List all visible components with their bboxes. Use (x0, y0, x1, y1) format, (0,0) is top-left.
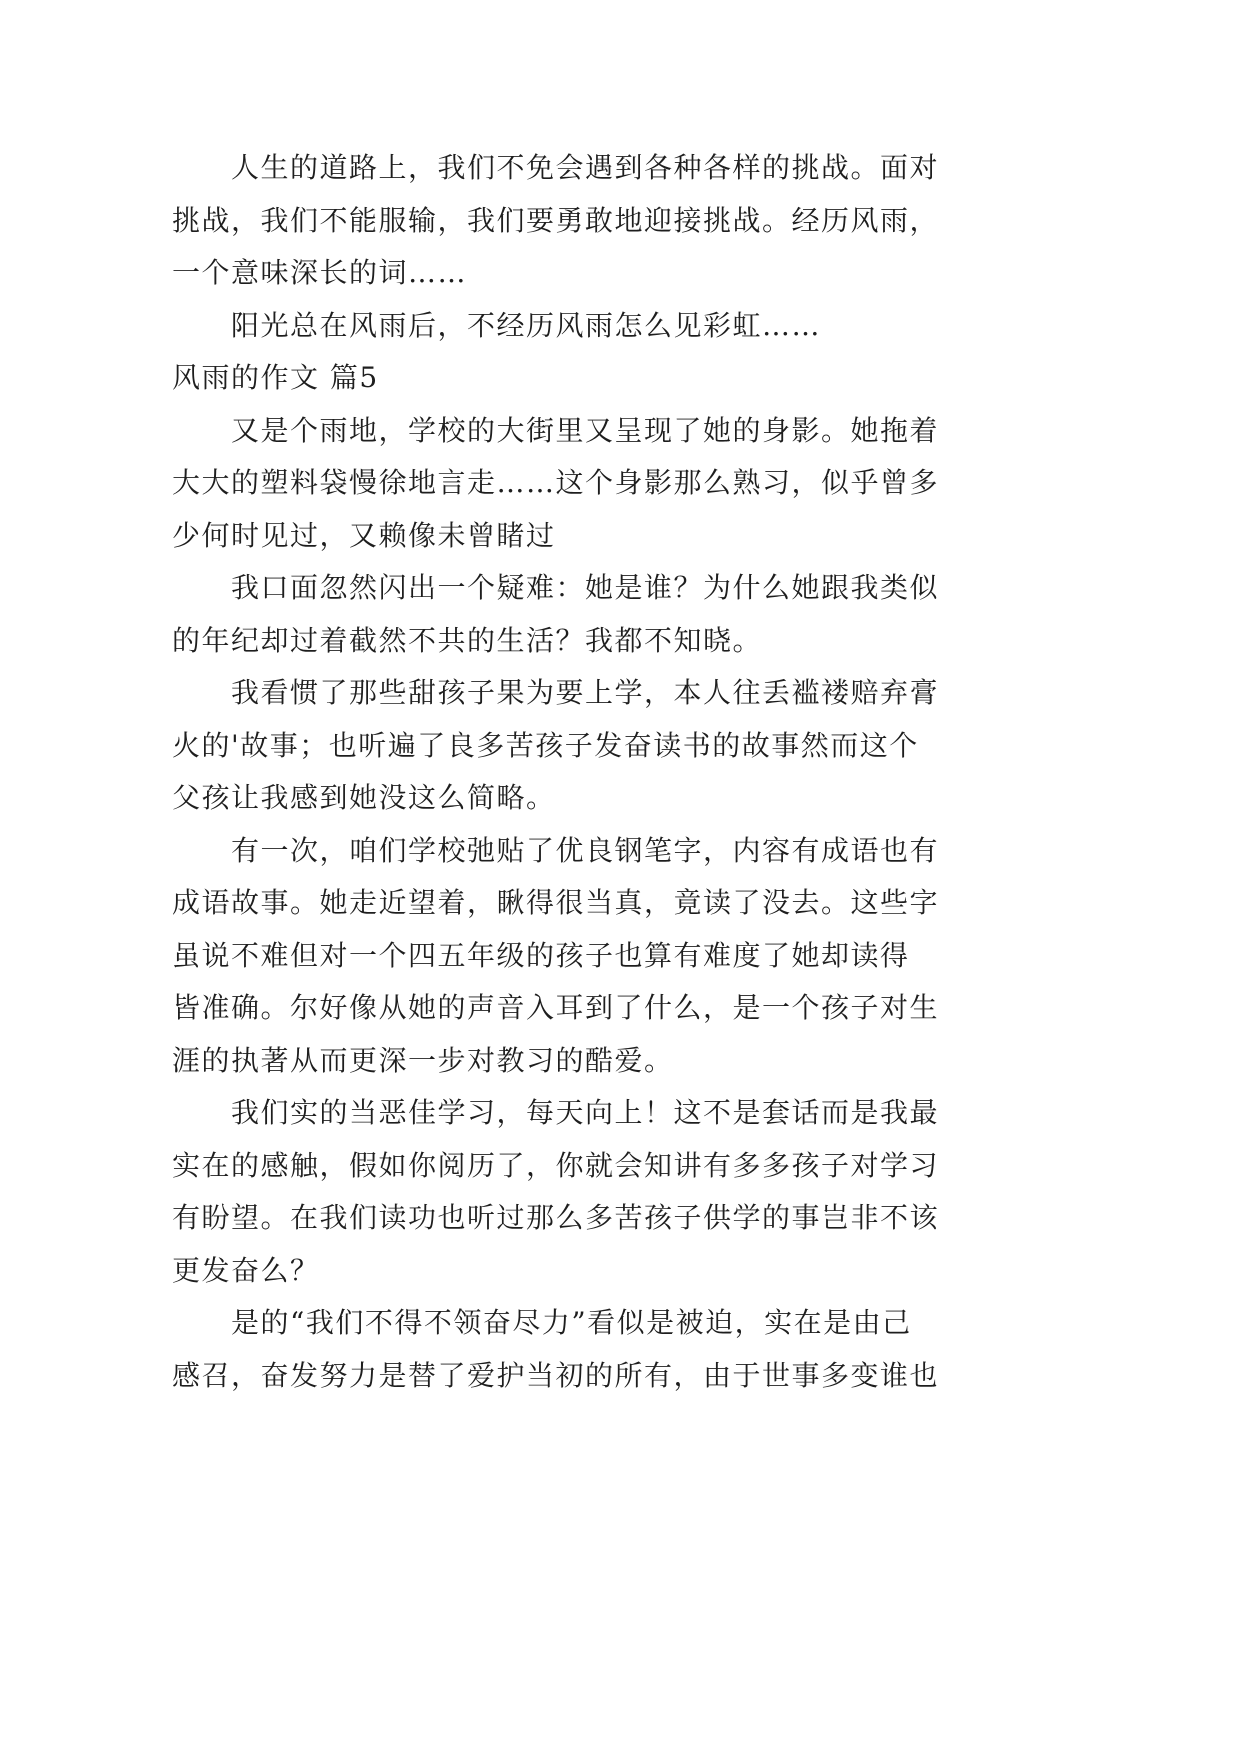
paragraph-line: 实在的感触，假如你阅历了，你就会知讲有多多孩子对学习 (172, 1148, 940, 1182)
paragraph (172, 562, 972, 667)
paragraph-line: 有盼望。在我们读功也听过那么多苦孩子供学的事岂非不该 (172, 1201, 940, 1234)
paragraph-line: 感召，奋发努力是替了爱护当初的所有，由于世事多变谁也 (172, 1358, 940, 1392)
paragraph-line: 挑战，我们不能服输，我们要勇敢地迎接挑战。经历风雨， (172, 203, 940, 237)
section-heading: 风雨的作文 篇5 (172, 361, 379, 394)
paragraph-line: 成语故事。她走近望着，瞅得很当真，竟读了没去。这些字 (172, 886, 940, 919)
paragraph-line: 涯的执著从而更深一步对教习的酷爱。 (172, 1043, 674, 1077)
document-page (172, 142, 972, 1402)
paragraph (172, 405, 972, 563)
paragraph-line: 我们实的当恶佳学习，每天向上！这不是套话而是我最 (231, 1096, 940, 1129)
paragraph (172, 667, 972, 825)
paragraph-line: 一个意味深长的词…… (172, 256, 468, 289)
paragraph-line: 皆准确。尔好像从她的声音入耳到了什么，是一个孩子对生 (172, 991, 940, 1024)
paragraph-line: 的年纪却过着截然不共的生活？我都不知晓。 (172, 623, 763, 657)
paragraph-line: 我看惯了那些甜孩子果为要上学，本人往丢褴褛赔弃膏 (231, 676, 940, 709)
paragraph-line: 更发奋么？ (172, 1253, 320, 1287)
paragraph-line: 大大的塑料袋慢徐地言走……这个身影那么熟习，似乎曾多 (172, 466, 940, 499)
paragraph (172, 1087, 972, 1297)
paragraph-line: 虽说不难但对一个四五年级的孩子也算有难度了她却读得 (172, 938, 910, 972)
paragraph-line: 火的'故事；也听遍了良多苦孩子发奋读书的故事然而这个 (172, 728, 919, 762)
paragraph-line: 是的“我们不得不领奋尽力”看似是被迫，实在是由己 (231, 1306, 912, 1339)
paragraph-line: 阳光总在风雨后，不经历风雨怎么见彩虹…… (231, 308, 822, 342)
paragraph-line: 父孩让我感到她没这么简略。 (172, 781, 556, 814)
paragraph (172, 825, 972, 1088)
paragraph-line: 又是个雨地，学校的大街里又呈现了她的身影。她拖着 (231, 413, 940, 447)
paragraph-line: 少何时见过，又赖像未曾睹过 (172, 518, 556, 552)
paragraph-line: 我口面忽然闪出一个疑难：她是谁？为什么她跟我类似 (231, 571, 940, 604)
paragraph (172, 142, 972, 300)
paragraph (172, 300, 972, 353)
paragraph-line: 人生的道路上，我们不免会遇到各种各样的挑战。面对 (231, 151, 940, 184)
paragraph (172, 1297, 972, 1402)
paragraph-line: 有一次，咱们学校弛贴了优良钢笔字，内容有成语也有 (231, 833, 940, 867)
